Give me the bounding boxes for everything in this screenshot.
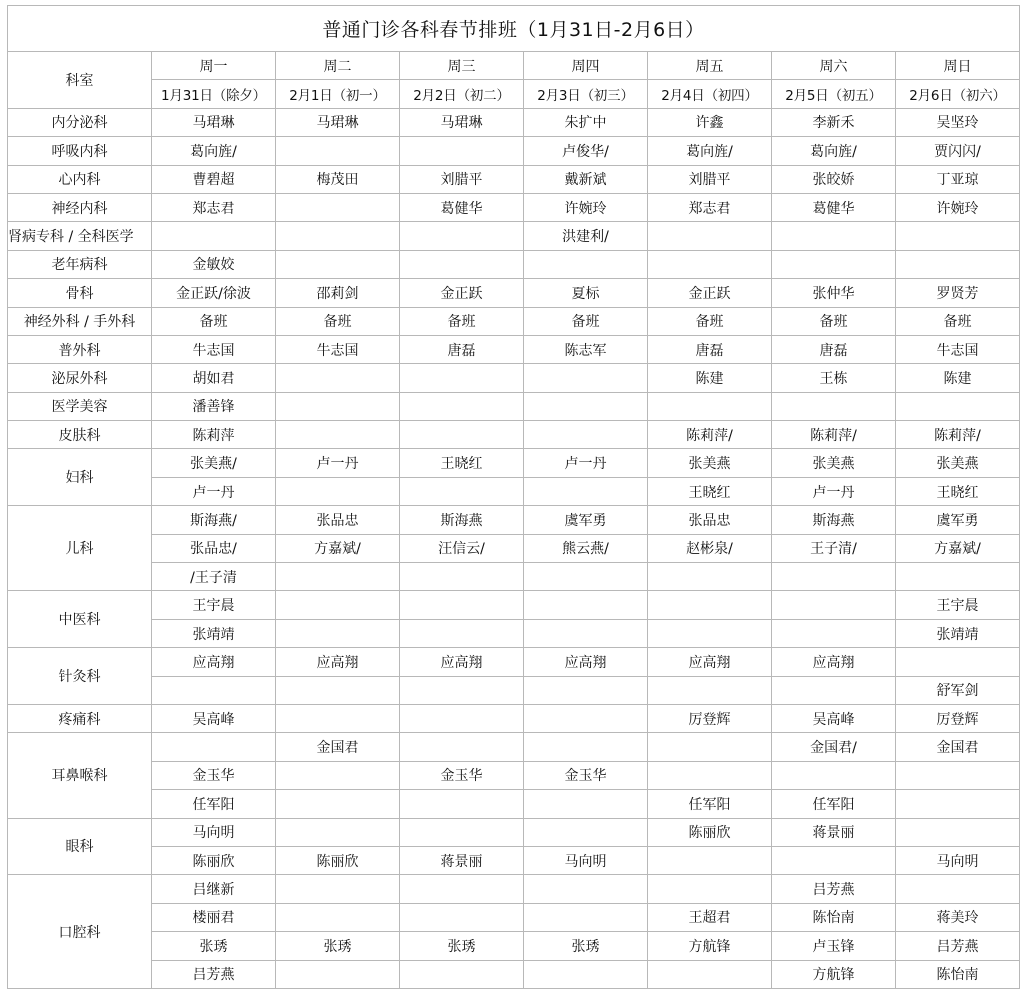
schedule-cell	[276, 676, 400, 704]
schedule-cell: 葛向旌/	[772, 137, 896, 165]
schedule-cell: 张品忠/	[152, 534, 276, 562]
schedule-page	[7, 5, 1019, 989]
table-row	[8, 193, 1020, 221]
schedule-cell	[400, 619, 524, 647]
table-row	[8, 790, 1020, 818]
schedule-cell: 蒋美玲	[896, 903, 1020, 931]
dept-name-cell: 口腔科	[8, 875, 152, 989]
schedule-cell	[648, 761, 772, 789]
schedule-cell: 唐磊	[400, 335, 524, 363]
date-header: 1月31日（除夕）	[152, 80, 276, 108]
schedule-cell	[276, 790, 400, 818]
dept-name-cell: 内分泌科	[8, 108, 152, 136]
schedule-cell: 王晓红	[400, 449, 524, 477]
schedule-cell: 厉登辉	[648, 704, 772, 732]
schedule-cell	[524, 790, 648, 818]
schedule-cell	[896, 875, 1020, 903]
table-row	[8, 648, 1020, 676]
schedule-cell: 牛志国	[276, 335, 400, 363]
schedule-cell	[400, 222, 524, 250]
table-row	[8, 818, 1020, 846]
schedule-cell	[648, 960, 772, 988]
schedule-cell	[276, 875, 400, 903]
table-row	[8, 364, 1020, 392]
date-header: 2月1日（初一）	[276, 80, 400, 108]
schedule-cell: 汪信云/	[400, 534, 524, 562]
schedule-cell: 李新禾	[772, 108, 896, 136]
schedule-table	[7, 5, 1020, 989]
schedule-cell: 应高翔	[400, 648, 524, 676]
schedule-cell: 斯海燕/	[152, 506, 276, 534]
table-row	[8, 534, 1020, 562]
schedule-cell: 任军阳	[648, 790, 772, 818]
table-row	[8, 619, 1020, 647]
schedule-cell	[400, 392, 524, 420]
schedule-cell	[152, 733, 276, 761]
schedule-cell: 陈丽欣	[276, 846, 400, 874]
schedule-cell: 张琇	[276, 932, 400, 960]
schedule-cell	[524, 903, 648, 931]
schedule-cell: 卢一丹	[276, 449, 400, 477]
schedule-cell	[524, 676, 648, 704]
schedule-cell	[896, 250, 1020, 278]
schedule-cell	[400, 875, 524, 903]
schedule-cell: 应高翔	[524, 648, 648, 676]
schedule-cell: 张美燕	[772, 449, 896, 477]
schedule-cell: 王晓红	[896, 477, 1020, 505]
dept-name-cell: 儿科	[8, 506, 152, 591]
schedule-cell	[648, 619, 772, 647]
date-header: 2月5日（初五）	[772, 80, 896, 108]
schedule-cell: 张仲华	[772, 279, 896, 307]
schedule-cell: 张靖靖	[896, 619, 1020, 647]
schedule-cell: 金敏姣	[152, 250, 276, 278]
dept-name-cell: 肾病专科 / 全科医学	[8, 222, 152, 250]
schedule-cell	[400, 421, 524, 449]
schedule-cell: 陈丽欣	[648, 818, 772, 846]
schedule-cell	[772, 619, 896, 647]
dept-name-cell: 普外科	[8, 335, 152, 363]
schedule-cell: 罗贤芳	[896, 279, 1020, 307]
schedule-cell: 吕芳燕	[772, 875, 896, 903]
schedule-cell	[400, 733, 524, 761]
schedule-cell: 备班	[648, 307, 772, 335]
schedule-cell	[648, 875, 772, 903]
schedule-cell: 金玉华	[152, 761, 276, 789]
schedule-cell	[152, 676, 276, 704]
schedule-cell: 王超君	[648, 903, 772, 931]
schedule-cell: 张皎娇	[772, 165, 896, 193]
schedule-cell: 郑志君	[152, 193, 276, 221]
schedule-cell: 任军阳	[772, 790, 896, 818]
dept-name-cell: 皮肤科	[8, 421, 152, 449]
schedule-cell	[524, 364, 648, 392]
schedule-cell: 朱扩中	[524, 108, 648, 136]
schedule-cell: 金国君	[896, 733, 1020, 761]
schedule-cell: 戴新斌	[524, 165, 648, 193]
schedule-cell: 张品忠	[648, 506, 772, 534]
schedule-cell: 赵彬泉/	[648, 534, 772, 562]
dept-name-cell: 心内科	[8, 165, 152, 193]
schedule-cell	[400, 591, 524, 619]
schedule-cell	[896, 761, 1020, 789]
schedule-cell: 张品忠	[276, 506, 400, 534]
schedule-cell: 梅茂田	[276, 165, 400, 193]
schedule-cell: 许婉玲	[524, 193, 648, 221]
schedule-cell	[772, 222, 896, 250]
table-row	[8, 279, 1020, 307]
schedule-cell: 葛向旌/	[152, 137, 276, 165]
schedule-cell: 应高翔	[276, 648, 400, 676]
schedule-cell	[276, 364, 400, 392]
table-row	[8, 932, 1020, 960]
schedule-cell: 斯海燕	[772, 506, 896, 534]
schedule-cell	[896, 392, 1020, 420]
schedule-cell: 陈怡南	[772, 903, 896, 931]
schedule-cell: 应高翔	[772, 648, 896, 676]
schedule-cell: 陈丽欣	[152, 846, 276, 874]
schedule-cell: 张琇	[400, 932, 524, 960]
schedule-cell	[400, 676, 524, 704]
schedule-cell: 牛志国	[152, 335, 276, 363]
schedule-cell: 卢一丹	[152, 477, 276, 505]
schedule-cell: 马向明	[524, 846, 648, 874]
schedule-cell: 唐磊	[648, 335, 772, 363]
schedule-cell: 马珺琳	[276, 108, 400, 136]
table-row	[8, 591, 1020, 619]
table-row	[8, 960, 1020, 988]
schedule-cell: 陈莉萍/	[648, 421, 772, 449]
schedule-cell	[400, 364, 524, 392]
schedule-cell: 张美燕/	[152, 449, 276, 477]
table-row	[8, 676, 1020, 704]
schedule-cell: 金国君	[276, 733, 400, 761]
schedule-cell	[524, 392, 648, 420]
schedule-cell: 陈怡南	[896, 960, 1020, 988]
table-row	[8, 449, 1020, 477]
weekday-header: 周三	[400, 52, 524, 80]
schedule-cell: 熊云燕/	[524, 534, 648, 562]
schedule-cell: 方航锋	[772, 960, 896, 988]
schedule-cell: 备班	[152, 307, 276, 335]
schedule-cell: 备班	[400, 307, 524, 335]
date-header: 2月2日（初二）	[400, 80, 524, 108]
schedule-cell	[524, 591, 648, 619]
schedule-cell: 马向明	[152, 818, 276, 846]
schedule-cell	[276, 761, 400, 789]
schedule-cell: 吕芳燕	[896, 932, 1020, 960]
dept-name-cell: 神经内科	[8, 193, 152, 221]
dept-name-cell: 骨科	[8, 279, 152, 307]
schedule-cell	[276, 193, 400, 221]
schedule-cell	[648, 563, 772, 591]
schedule-cell	[400, 137, 524, 165]
schedule-cell: 张琇	[152, 932, 276, 960]
schedule-cell	[896, 790, 1020, 818]
schedule-cell: 备班	[276, 307, 400, 335]
schedule-cell	[648, 392, 772, 420]
dept-name-cell: 耳鼻喉科	[8, 733, 152, 818]
schedule-cell: 马珺琳	[400, 108, 524, 136]
schedule-cell	[772, 563, 896, 591]
schedule-cell	[152, 222, 276, 250]
table-row	[8, 875, 1020, 903]
schedule-cell: 蒋景丽	[772, 818, 896, 846]
schedule-cell: 金正跃/徐波	[152, 279, 276, 307]
schedule-cell	[400, 477, 524, 505]
table-row	[8, 563, 1020, 591]
schedule-cell	[524, 619, 648, 647]
table-row	[8, 761, 1020, 789]
schedule-cell: 潘善锋	[152, 392, 276, 420]
table-row	[8, 307, 1020, 335]
dept-name-cell: 中医科	[8, 591, 152, 648]
schedule-cell	[648, 676, 772, 704]
schedule-cell: 许鑫	[648, 108, 772, 136]
schedule-cell: 方航锋	[648, 932, 772, 960]
schedule-cell: 刘腊平	[400, 165, 524, 193]
table-row	[8, 137, 1020, 165]
schedule-cell: 王子清/	[772, 534, 896, 562]
schedule-cell: 王宇晨	[896, 591, 1020, 619]
schedule-cell	[524, 477, 648, 505]
schedule-cell: 金正跃	[400, 279, 524, 307]
schedule-cell: 方嘉斌/	[276, 534, 400, 562]
schedule-cell: 应高翔	[152, 648, 276, 676]
schedule-cell: 胡如君	[152, 364, 276, 392]
schedule-cell	[276, 903, 400, 931]
schedule-cell: 吴高峰	[152, 704, 276, 732]
schedule-cell	[400, 960, 524, 988]
table-row	[8, 335, 1020, 363]
dept-name-cell: 针灸科	[8, 648, 152, 705]
dept-name-cell: 老年病科	[8, 250, 152, 278]
schedule-cell: 陈莉萍/	[896, 421, 1020, 449]
schedule-cell: 唐磊	[772, 335, 896, 363]
schedule-cell	[772, 846, 896, 874]
schedule-cell: 虞军勇	[524, 506, 648, 534]
schedule-cell	[276, 960, 400, 988]
table-row	[8, 704, 1020, 732]
schedule-cell: 陈莉萍/	[772, 421, 896, 449]
dept-name-cell: 疼痛科	[8, 704, 152, 732]
schedule-cell: 金玉华	[400, 761, 524, 789]
schedule-cell: 舒军剑	[896, 676, 1020, 704]
schedule-cell	[524, 875, 648, 903]
schedule-cell	[896, 648, 1020, 676]
schedule-cell: 葛健华	[400, 193, 524, 221]
schedule-cell: 葛向旌/	[648, 137, 772, 165]
schedule-cell: 夏标	[524, 279, 648, 307]
table-row	[8, 392, 1020, 420]
schedule-cell: 厉登辉	[896, 704, 1020, 732]
schedule-cell: 卢玉锋	[772, 932, 896, 960]
schedule-cell	[276, 704, 400, 732]
table-row	[8, 506, 1020, 534]
schedule-cell	[400, 818, 524, 846]
table-row	[8, 165, 1020, 193]
schedule-cell	[524, 733, 648, 761]
table-row	[8, 903, 1020, 931]
schedule-cell	[648, 250, 772, 278]
schedule-cell	[772, 392, 896, 420]
schedule-cell: 卢俊华/	[524, 137, 648, 165]
schedule-cell	[524, 704, 648, 732]
schedule-cell: 葛健华	[772, 193, 896, 221]
schedule-cell	[524, 421, 648, 449]
schedule-cell: 牛志国	[896, 335, 1020, 363]
schedule-cell	[276, 250, 400, 278]
schedule-cell	[400, 250, 524, 278]
schedule-cell: 吴坚玲	[896, 108, 1020, 136]
schedule-cell	[896, 818, 1020, 846]
schedule-cell	[276, 137, 400, 165]
schedule-cell: 金国君/	[772, 733, 896, 761]
table-row	[8, 250, 1020, 278]
schedule-cell: 马向明	[896, 846, 1020, 874]
dept-name-cell: 医学美容	[8, 392, 152, 420]
schedule-cell: 洪建利/	[524, 222, 648, 250]
schedule-cell	[276, 421, 400, 449]
weekday-header: 周二	[276, 52, 400, 80]
schedule-cell: 曹碧超	[152, 165, 276, 193]
schedule-cell	[648, 846, 772, 874]
schedule-cell: 备班	[896, 307, 1020, 335]
schedule-cell: 刘腊平	[648, 165, 772, 193]
schedule-cell	[896, 222, 1020, 250]
table-row	[8, 733, 1020, 761]
schedule-cell	[276, 477, 400, 505]
dept-name-cell: 泌尿外科	[8, 364, 152, 392]
date-header: 2月4日（初四）	[648, 80, 772, 108]
schedule-cell	[400, 790, 524, 818]
schedule-cell	[524, 818, 648, 846]
schedule-cell	[276, 563, 400, 591]
schedule-cell	[772, 591, 896, 619]
schedule-cell	[772, 761, 896, 789]
schedule-cell: 王宇晨	[152, 591, 276, 619]
dept-name-cell: 妇科	[8, 449, 152, 506]
page-title: 普通门诊各科春节排班（1月31日-2月6日）	[8, 6, 1020, 52]
schedule-cell: 吴高峰	[772, 704, 896, 732]
schedule-cell: 金正跃	[648, 279, 772, 307]
weekday-header: 周五	[648, 52, 772, 80]
schedule-cell: 陈建	[896, 364, 1020, 392]
schedule-cell: 吕继新	[152, 875, 276, 903]
dept-header: 科室	[8, 52, 152, 109]
schedule-cell: 张美燕	[648, 449, 772, 477]
date-header: 2月6日（初六）	[896, 80, 1020, 108]
schedule-cell: /王子清	[152, 563, 276, 591]
weekday-header: 周六	[772, 52, 896, 80]
schedule-cell: 卢一丹	[524, 449, 648, 477]
schedule-cell: 张琇	[524, 932, 648, 960]
schedule-cell	[524, 960, 648, 988]
schedule-cell: 任军阳	[152, 790, 276, 818]
schedule-cell: 张靖靖	[152, 619, 276, 647]
dept-name-cell: 眼科	[8, 818, 152, 875]
schedule-cell	[400, 563, 524, 591]
schedule-cell	[276, 591, 400, 619]
schedule-cell: 斯海燕	[400, 506, 524, 534]
schedule-cell: 备班	[524, 307, 648, 335]
schedule-cell: 陈莉萍	[152, 421, 276, 449]
schedule-cell: 蒋景丽	[400, 846, 524, 874]
schedule-cell: 邵莉剑	[276, 279, 400, 307]
schedule-cell: 金玉华	[524, 761, 648, 789]
table-row	[8, 846, 1020, 874]
schedule-cell: 虞军勇	[896, 506, 1020, 534]
table-row	[8, 108, 1020, 136]
schedule-cell	[772, 250, 896, 278]
schedule-cell	[524, 250, 648, 278]
schedule-cell: 应高翔	[648, 648, 772, 676]
table-row	[8, 222, 1020, 250]
schedule-cell: 王栋	[772, 364, 896, 392]
schedule-cell	[772, 676, 896, 704]
schedule-cell	[276, 392, 400, 420]
schedule-cell: 许婉玲	[896, 193, 1020, 221]
schedule-cell: 马珺琳	[152, 108, 276, 136]
dept-name-cell: 呼吸内科	[8, 137, 152, 165]
schedule-cell: 陈志军	[524, 335, 648, 363]
schedule-cell	[648, 591, 772, 619]
schedule-cell	[648, 222, 772, 250]
date-header: 2月3日（初三）	[524, 80, 648, 108]
schedule-cell: 张美燕	[896, 449, 1020, 477]
schedule-cell: 备班	[772, 307, 896, 335]
schedule-cell: 贾闪闪/	[896, 137, 1020, 165]
dept-name-cell: 神经外科 / 手外科	[8, 307, 152, 335]
schedule-cell	[524, 563, 648, 591]
schedule-cell: 卢一丹	[772, 477, 896, 505]
table-row	[8, 477, 1020, 505]
title-row	[8, 6, 1020, 52]
schedule-cell	[276, 619, 400, 647]
schedule-cell	[896, 563, 1020, 591]
weekday-header: 周四	[524, 52, 648, 80]
schedule-cell: 丁亚琼	[896, 165, 1020, 193]
schedule-cell: 王晓红	[648, 477, 772, 505]
weekday-header-row	[8, 52, 1020, 80]
weekday-header: 周一	[152, 52, 276, 80]
schedule-cell: 吕芳燕	[152, 960, 276, 988]
schedule-cell: 郑志君	[648, 193, 772, 221]
schedule-cell	[648, 733, 772, 761]
weekday-header: 周日	[896, 52, 1020, 80]
schedule-cell: 方嘉斌/	[896, 534, 1020, 562]
schedule-cell	[400, 704, 524, 732]
schedule-cell	[276, 222, 400, 250]
date-header-row	[8, 80, 1020, 108]
table-row	[8, 421, 1020, 449]
schedule-cell	[400, 903, 524, 931]
schedule-cell	[276, 818, 400, 846]
schedule-cell: 陈建	[648, 364, 772, 392]
schedule-cell: 楼丽君	[152, 903, 276, 931]
